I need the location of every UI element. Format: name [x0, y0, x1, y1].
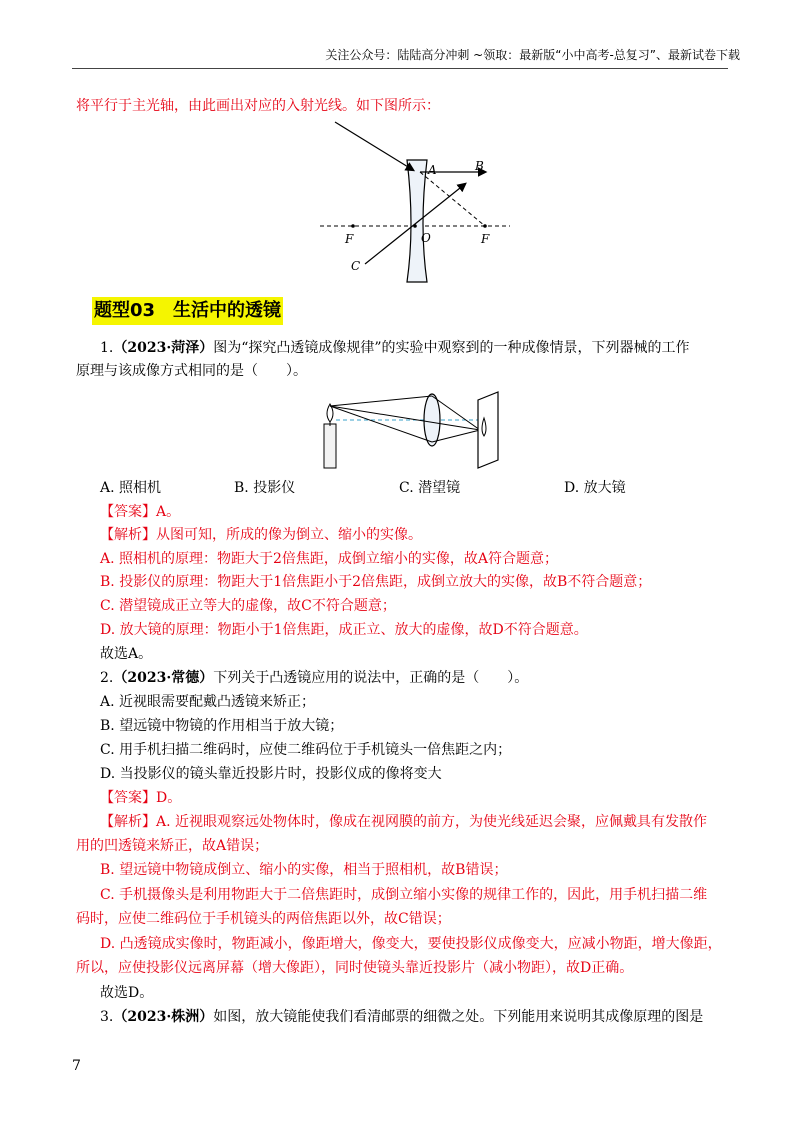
section-title: 题型03 生活中的透镜: [92, 297, 283, 325]
q2-analysis-6: 所以，应使投影仪远离屏幕（增大像距），同时使镜头靠近投影片（减小物距），故D正确。: [76, 960, 634, 976]
q1-analysis-1: A. 照相机的原理：物距大于2倍焦距，成倒立缩小的实像，故A符合题意；: [100, 551, 559, 567]
q2-answer: 【答案】D。: [100, 790, 182, 806]
q2-option-c: C. 用手机扫描二维码时，应使二维码位于手机镜头一倍焦距之内；: [100, 742, 512, 758]
label-f-left: F: [345, 232, 354, 246]
label-c: C: [351, 259, 361, 273]
q1-option-c: C. 潜望镜: [399, 480, 461, 496]
q1-conclusion: 故选A。: [100, 646, 153, 662]
q1-analysis-4: D. 放大镜的原理：物距小于1倍焦距，成正立、放大的虚像，故D不符合题意。: [100, 622, 588, 638]
q2-analysis-5: D. 凸透镜成实像时，物距减小，像距增大，像变大，要使投影仪成像变大，应减小物距，增大像距，: [100, 936, 722, 952]
q1-option-a: A. 照相机: [100, 480, 162, 496]
concave-lens-diagram: [315, 112, 515, 292]
label-f-right: F: [481, 232, 490, 246]
convex-lens-experiment-diagram: [320, 390, 510, 476]
q2-line1: 2.（2023·常德）下列关于凸透镜应用的说法中，正确的是（ ）。: [100, 670, 529, 686]
q2-analysis-4: 码时，应使二维码位于手机镜头的两倍焦距以外，故C错误；: [76, 911, 451, 927]
label-b: B: [475, 159, 484, 173]
q1-line2: 原理与该成像方式相同的是（ ）。: [76, 363, 307, 379]
page-header: 关注公众号：陆陆高分冲刺 ~领取：最新版“小中高考-总复习”、最新试卷下载: [325, 48, 740, 62]
q2-analysis-3: C. 手机摄像头是利用物距大于二倍焦距时，成倒立缩小实像的规律工作的，因此，用手机扫描二维: [100, 887, 708, 903]
q1-answer: 【答案】A。: [100, 504, 181, 520]
q2-analysis-0: 【解析】A. 近视眼观察远处物体时，像成在视网膜的前方，为使光线延迟会聚，应佩戴具有发散作: [100, 814, 708, 830]
label-o: O: [421, 231, 431, 245]
q2-analysis-2: B. 望远镜中物镜成倒立、缩小的实像，相当于照相机，故B错误；: [100, 862, 508, 878]
q2-option-d: D. 当投影仪的镜头靠近投影片时，投影仪成的像将变大: [100, 766, 442, 782]
q1-analysis-2: B. 投影仪的原理：物距大于1倍焦距小于2倍焦距，成倒立放大的实像，故B不符合题意；: [100, 574, 652, 590]
q1-option-d: D. 放大镜: [564, 480, 626, 496]
page-number: 7: [72, 1058, 81, 1074]
q2-analysis-1: 用的凹透镜来矫正，故A错误；: [76, 838, 269, 854]
header-divider: [72, 68, 728, 69]
intro-line: 将平行于主光轴，由此画出对应的入射光线。如下图所示：: [76, 98, 440, 114]
q1-analysis-3: C. 潜望镜成正立等大的虚像，故C不符合题意；: [100, 598, 396, 614]
q2-conclusion: 故选D。: [100, 985, 154, 1001]
q2-option-a: A. 近视眼需要配戴凸透镜来矫正；: [100, 694, 316, 710]
q1-option-b: B. 投影仪: [234, 480, 296, 496]
q2-option-b: B. 望远镜中物镜的作用相当于放大镜；: [100, 718, 344, 734]
q1-analysis-0: 【解析】从图可知，所成的像为倒立、缩小的实像。: [100, 527, 422, 543]
label-a: A: [428, 163, 437, 177]
q1-line1: 1.（2023·菏泽）图为“探究凸透镜成像规律”的实验中观察到的一种成像情景，下列器械的工作: [100, 340, 690, 356]
q3-line1: 3.（2023·株洲）如图，放大镜能使我们看清邮票的细微之处。下列能用来说明其成像原理的图是: [100, 1009, 704, 1025]
